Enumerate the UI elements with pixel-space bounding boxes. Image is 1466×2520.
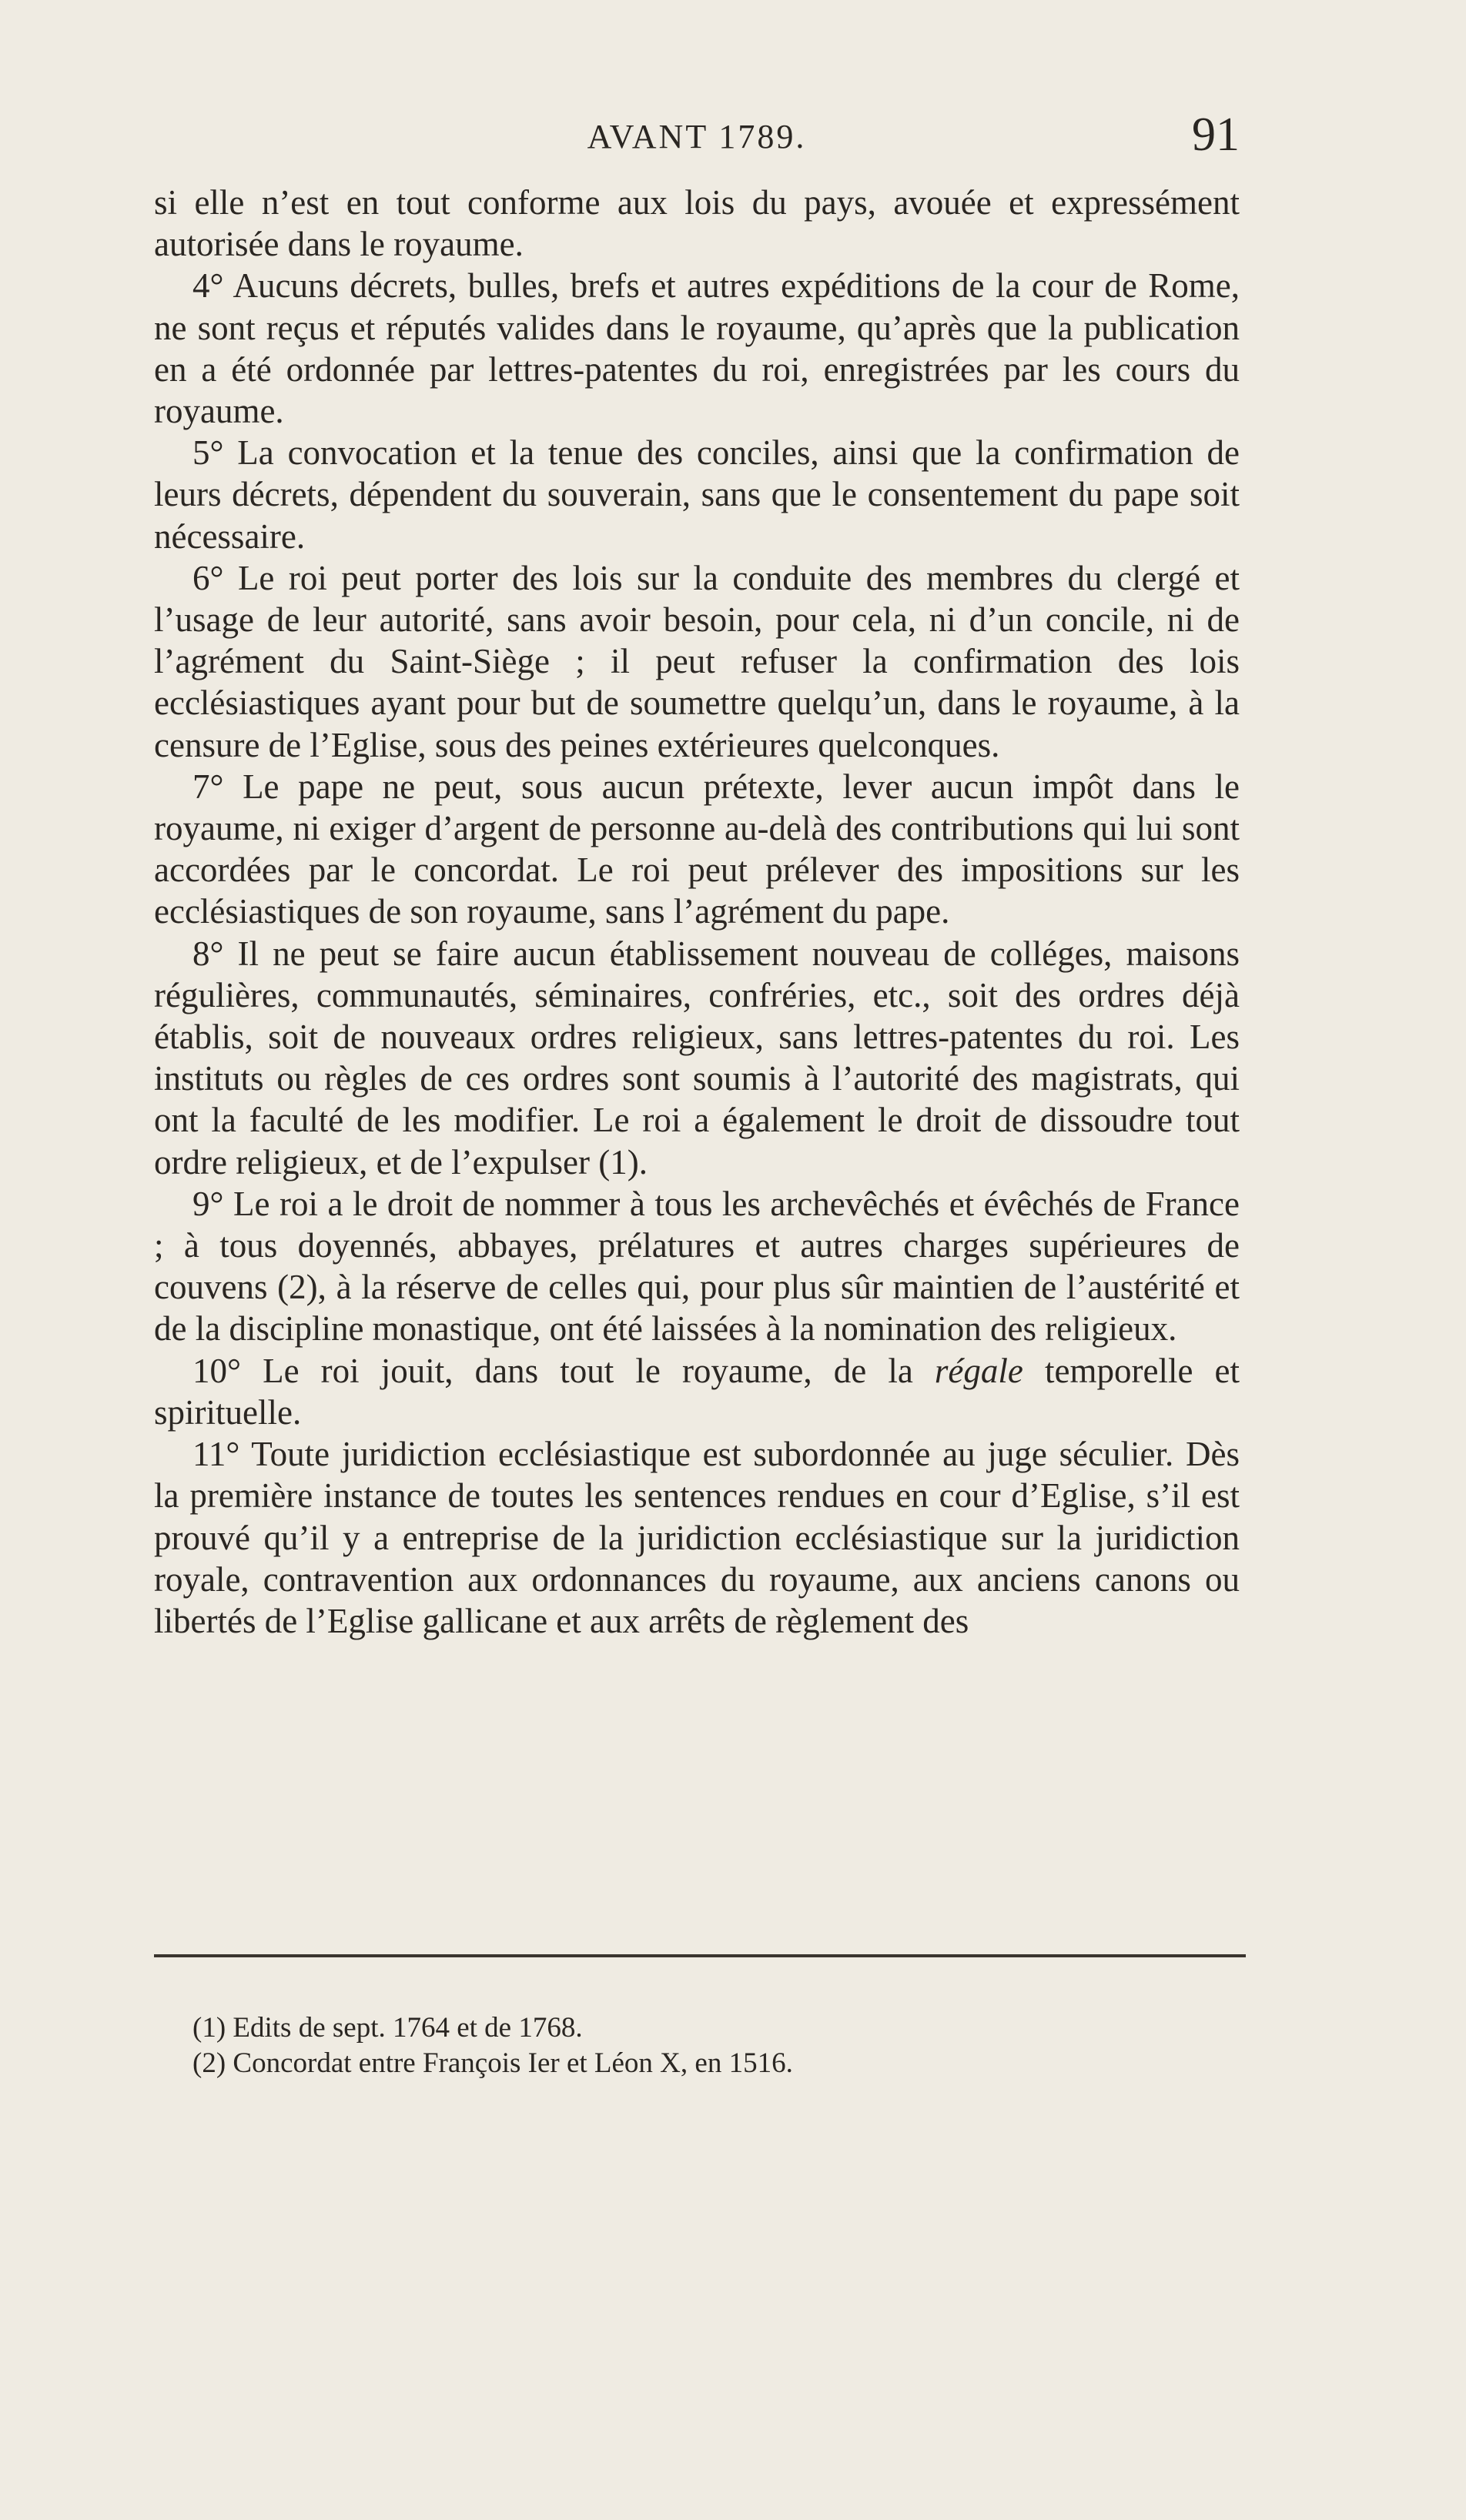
page-number: 91 [1192, 109, 1240, 161]
paragraph-article-8: 8° Il ne peut se faire aucun établissement nouveau de colléges, maisons régulières, communautés, séminaires, confréries, etc., soit des ordres déjà établis, soit de nouveaux ordres religieux, sans lettres-patentes du roi. Les instituts ou règles de ces ordres sont soumis à l’autorité des magistrats, qui ont la faculté de les modifier. Le roi a également le droit de dissoudre tout ordre religieux, et de l’expulser (1). [154, 934, 1240, 1181]
footnote-separator [154, 1954, 1246, 1957]
paragraph-article-5: 5° La convocation et la tenue des conciles, ainsi que la confirmation de leurs décrets, dépendent du souverain, sans que le consentement du pape soit nécessaire. [154, 433, 1240, 556]
page-header [154, 109, 1240, 161]
paragraph-article-9: 9° Le roi a le droit de nommer à tous les archevêchés et évêchés de France ; à tous doyennés, abbayes, prélatures et autres charges supérieures de couvens (2), à la réserve de celles qui, pour plus sûr maintien de l’austérité et de la discipline monastique, ont été laissées à la nomination des religieux. [154, 1184, 1240, 1349]
article-10-text-start: 10° Le roi jouit, dans tout le royaume, de la [192, 1351, 935, 1390]
body-text [154, 182, 1240, 1642]
footnote-2: (2) Concordat entre François Ier et Léon X, en 1516. [192, 2047, 793, 2079]
paragraph-continuation: si elle n’est en tout conforme aux lois du pays, avouée et expressément autorisée dans le royaume. [154, 183, 1240, 264]
paragraph-article-11: 11° Toute juridiction ecclésiastique est subordonnée au juge séculier. Dès la première instance de toutes les sentences rendues en cour d’Eglise, s’il est prouvé qu’il y a entreprise de la juridiction ecclésiastique sur la juridiction royale, contravention aux ordonnances du royaume, aux anciens canons ou libertés de l’Eglise gallicane et aux arrêts de règlement des [154, 1435, 1240, 1640]
paragraph-article-10 [154, 1350, 1240, 1433]
running-head: AVANT 1789. [587, 118, 807, 155]
article-10-text-end: temporelle et spirituelle. [154, 1351, 1240, 1432]
paragraph-article-4: 4° Aucuns décrets, bulles, brefs et autres expéditions de la cour de Rome, ne sont reçus et réputés valides dans le royaume, qu’après que la publication en a été ordonnée par lettres-patentes du roi, enregistrées par les cours du royaume. [154, 266, 1240, 431]
regale-term: régale [934, 1351, 1023, 1390]
footnote-1: (1) Edits de sept. 1764 et de 1768. [192, 2012, 583, 2044]
footnotes [192, 2010, 1240, 2081]
paragraph-article-7: 7° Le pape ne peut, sous aucun prétexte, lever aucun impôt dans le royaume, ni exiger d’argent de personne au-delà des contributions qui lui sont accordées par le concordat. Le roi peut prélever des impositions sur les ecclésiastiques de son royaume, sans l’agrément du pape. [154, 767, 1240, 931]
paragraph-article-6: 6° Le roi peut porter des lois sur la conduite des membres du clergé et l’usage de leur autorité, sans avoir besoin, pour cela, ni d’un concile, ni de l’agrément du Saint-Siège ; il peut refuser la confirmation des lois ecclésiastiques ayant pour but de soumettre quelqu’un, dans le royaume, à la censure de l’Eglise, sous des peines extérieures quelconques. [154, 558, 1240, 764]
